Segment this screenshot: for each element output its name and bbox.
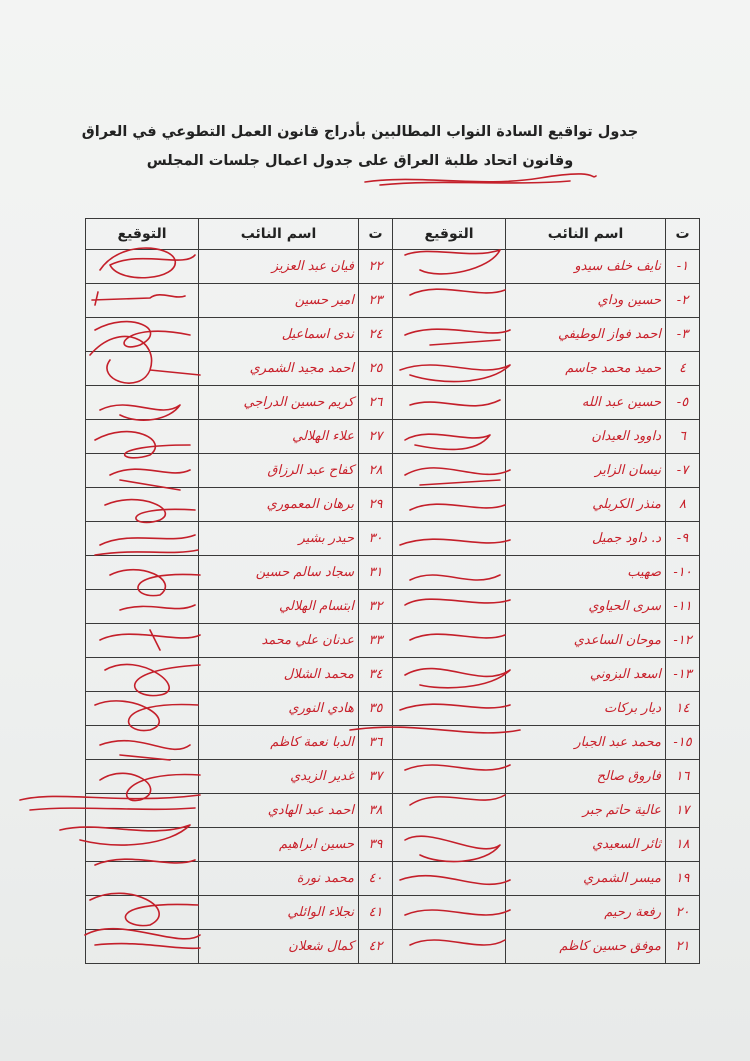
member-name-left: هادي النوري (199, 692, 359, 726)
row-number-right: ١٣- (666, 658, 700, 692)
signature-cell-left (86, 726, 199, 760)
row-number-right: ١٦ (666, 760, 700, 794)
signature-cell-right (393, 284, 506, 318)
signature-cell-right (393, 692, 506, 726)
signature-cell-right (393, 760, 506, 794)
signature-cell-left (86, 556, 199, 590)
member-name-right: رفعة رحيم (506, 896, 666, 930)
member-name-left: حسين ابراهيم (199, 828, 359, 862)
table-row (86, 420, 700, 454)
member-name-left: احمد مجيد الشمري (199, 352, 359, 386)
signature-cell-right (393, 318, 506, 352)
member-name-left: احمد عبد الهادي (199, 794, 359, 828)
member-name-left: امير حسين (199, 284, 359, 318)
member-name-left: علاء الهلالي (199, 420, 359, 454)
member-name-right: داوود العيدان (506, 420, 666, 454)
row-number-left: ٢٣ (359, 284, 393, 318)
row-number-left: ٣٤ (359, 658, 393, 692)
signature-table (85, 218, 700, 964)
row-number-left: ٣٧ (359, 760, 393, 794)
table-row (86, 250, 700, 284)
column-header-signature: التوقيع (393, 219, 506, 250)
table-row (86, 318, 700, 352)
row-number-left: ٤٢ (359, 930, 393, 964)
table-row (86, 386, 700, 420)
row-number-right: ١١- (666, 590, 700, 624)
signature-cell-left (86, 930, 199, 964)
signature-cell-left (86, 352, 199, 386)
row-number-left: ٣٥ (359, 692, 393, 726)
signature-cell-left (86, 658, 199, 692)
column-header-number: ت (359, 219, 393, 250)
row-number-left: ٣٢ (359, 590, 393, 624)
member-name-right: اسعد البزوني (506, 658, 666, 692)
member-name-left: ابتسام الهلالي (199, 590, 359, 624)
table-row (86, 556, 700, 590)
table-row (86, 692, 700, 726)
member-name-left: نجلاء الوائلي (199, 896, 359, 930)
table-row (86, 624, 700, 658)
signature-cell-left (86, 250, 199, 284)
member-name-right: احمد فواز الوطيفي (506, 318, 666, 352)
row-number-right: ٢- (666, 284, 700, 318)
signature-cell-right (393, 930, 506, 964)
member-name-left: حيدر بشير (199, 522, 359, 556)
member-name-right: نايف خلف سيدو (506, 250, 666, 284)
signature-cell-right (393, 420, 506, 454)
signature-cell-left (86, 318, 199, 352)
row-number-left: ٣٦ (359, 726, 393, 760)
signature-cell-right (393, 658, 506, 692)
row-number-left: ٣٩ (359, 828, 393, 862)
member-name-left: الدبا نعمة كاظم (199, 726, 359, 760)
member-name-left: عدنان علي محمد (199, 624, 359, 658)
column-header-name: اسم النائب (506, 219, 666, 250)
row-number-right: ٧- (666, 454, 700, 488)
table-row (86, 828, 700, 862)
table-row (86, 794, 700, 828)
table-row (86, 522, 700, 556)
signature-cell-left (86, 522, 199, 556)
signature-cell-right (393, 556, 506, 590)
row-number-left: ٢٤ (359, 318, 393, 352)
member-name-right: د. داود جميل (506, 522, 666, 556)
row-number-left: ٢٦ (359, 386, 393, 420)
member-name-left: غدير الزيدي (199, 760, 359, 794)
row-number-right: ٩- (666, 522, 700, 556)
row-number-right: ٢٠ (666, 896, 700, 930)
member-name-right: محمد عبد الجبار (506, 726, 666, 760)
signature-cell-left (86, 284, 199, 318)
member-name-left: كفاح عبد الرزاق (199, 454, 359, 488)
signature-cell-left (86, 386, 199, 420)
row-number-left: ٤١ (359, 896, 393, 930)
signature-cell-left (86, 420, 199, 454)
signature-cell-right (393, 590, 506, 624)
member-name-right: نيسان الزاير (506, 454, 666, 488)
member-name-left: محمد الشلال (199, 658, 359, 692)
table-row (86, 760, 700, 794)
row-number-left: ٣١ (359, 556, 393, 590)
member-name-right: ثائر السعيدي (506, 828, 666, 862)
row-number-right: ٣- (666, 318, 700, 352)
row-number-right: ١٨ (666, 828, 700, 862)
table-row (86, 896, 700, 930)
table-header-row (86, 219, 700, 250)
signature-cell-right (393, 862, 506, 896)
member-name-left: محمد نورة (199, 862, 359, 896)
signature-cell-left (86, 828, 199, 862)
signature-cell-right (393, 454, 506, 488)
row-number-left: ٢٨ (359, 454, 393, 488)
signature-cell-right (393, 794, 506, 828)
member-name-right: حسين عبد الله (506, 386, 666, 420)
signature-cell-right (393, 386, 506, 420)
member-name-left: كمال شعلان (199, 930, 359, 964)
signature-cell-left (86, 794, 199, 828)
document-title-line-1: جدول تواقيع السادة النواب المطالبين بأدراج قانون العمل التطوعي في العراق (81, 124, 639, 140)
table-row (86, 862, 700, 896)
member-name-left: كريم حسين الدراجي (199, 386, 359, 420)
table-row (86, 352, 700, 386)
column-header-signature: التوقيع (86, 219, 199, 250)
row-number-right: ١- (666, 250, 700, 284)
column-header-number: ت (666, 219, 700, 250)
column-header-name: اسم النائب (199, 219, 359, 250)
member-name-left: سجاد سالم حسين (199, 556, 359, 590)
table-row (86, 284, 700, 318)
member-name-left: ندى اسماعيل (199, 318, 359, 352)
member-name-right: ميسر الشمري (506, 862, 666, 896)
signature-cell-right (393, 726, 506, 760)
member-name-right: حسين وداي (506, 284, 666, 318)
row-number-right: ١٧ (666, 794, 700, 828)
table-row (86, 488, 700, 522)
row-number-left: ٣٨ (359, 794, 393, 828)
row-number-right: ١٥- (666, 726, 700, 760)
document-title-line-2: وقانون اتحاد طلبة العراق على جدول اعمال جلسات المجلس (146, 153, 574, 169)
signature-cell-left (86, 692, 199, 726)
table-row (86, 726, 700, 760)
signature-cell-right (393, 624, 506, 658)
row-number-left: ٣٠ (359, 522, 393, 556)
table-row (86, 658, 700, 692)
member-name-right: موحان الساعدي (506, 624, 666, 658)
signature-cell-right (393, 896, 506, 930)
row-number-right: ٥- (666, 386, 700, 420)
signature-cell-left (86, 488, 199, 522)
signature-cell-right (393, 828, 506, 862)
row-number-left: ٢٩ (359, 488, 393, 522)
member-name-right: ديار بركات (506, 692, 666, 726)
row-number-right: ١٤ (666, 692, 700, 726)
row-number-right: ٢١ (666, 930, 700, 964)
row-number-right: ١٠- (666, 556, 700, 590)
member-name-right: فاروق صالح (506, 760, 666, 794)
signature-cell-left (86, 624, 199, 658)
table-row (86, 590, 700, 624)
signature-cell-left (86, 454, 199, 488)
row-number-left: ٣٣ (359, 624, 393, 658)
member-name-right: موفق حسين كاظم (506, 930, 666, 964)
member-name-right: عالية حاتم جبر (506, 794, 666, 828)
signature-cell-left (86, 896, 199, 930)
member-name-right: صهيب (506, 556, 666, 590)
member-name-right: سرى الحياوي (506, 590, 666, 624)
table-row (86, 454, 700, 488)
row-number-left: ٢٢ (359, 250, 393, 284)
signature-cell-right (393, 488, 506, 522)
member-name-left: فيان عبد العزيز (199, 250, 359, 284)
row-number-right: ٨ (666, 488, 700, 522)
member-name-left: برهان المعموري (199, 488, 359, 522)
row-number-right: ١٩ (666, 862, 700, 896)
row-number-left: ٢٥ (359, 352, 393, 386)
row-number-right: ٤ (666, 352, 700, 386)
member-name-right: حميد محمد جاسم (506, 352, 666, 386)
signature-cell-left (86, 590, 199, 624)
signature-cell-left (86, 760, 199, 794)
signature-cell-right (393, 250, 506, 284)
row-number-left: ٢٧ (359, 420, 393, 454)
row-number-right: ١٢- (666, 624, 700, 658)
signature-cell-right (393, 352, 506, 386)
signature-cell-right (393, 522, 506, 556)
row-number-left: ٤٠ (359, 862, 393, 896)
member-name-right: منذر الكربلي (506, 488, 666, 522)
signature-cell-left (86, 862, 199, 896)
row-number-right: ٦ (666, 420, 700, 454)
table-row (86, 930, 700, 964)
